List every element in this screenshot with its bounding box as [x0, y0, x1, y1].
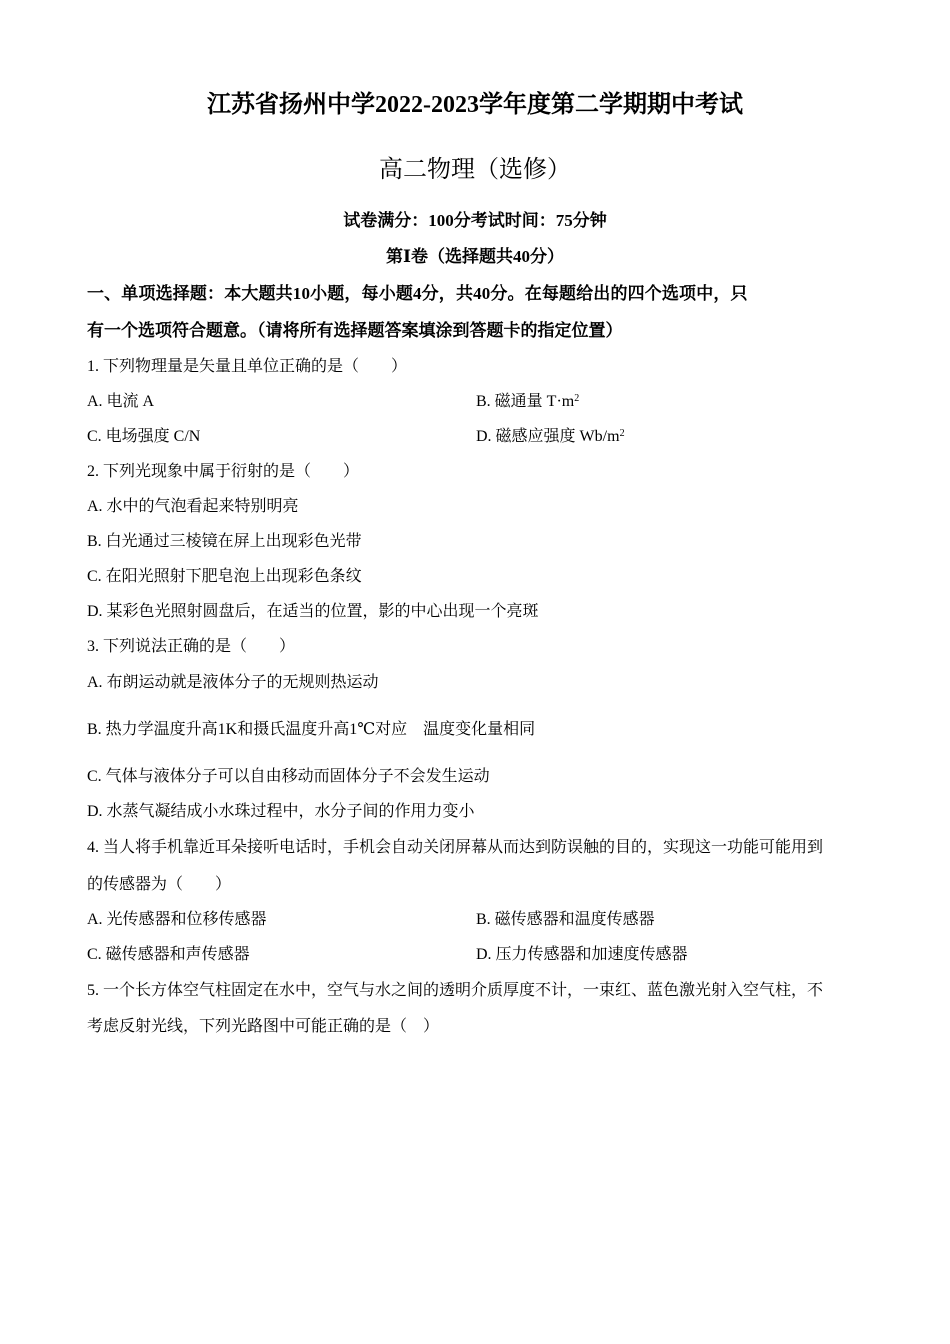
question-5-stem-line2: 考虑反射光线，下列光路图中可能正确的是（ ） [87, 1018, 440, 1035]
question-1-stem: 1. 下列物理量是矢量且单位正确的是（ ） [87, 358, 408, 375]
question-4-stem-line2: 的传感器为（ ） [87, 876, 232, 893]
question-1-option-d: D. 磁感应强度 $Wb/m^2$ [476, 428, 625, 445]
question-5-stem-line1: 5. 一个长方体空气柱固定在水中，空气与水之间的透明介质厚度不计，一束红、蓝色激光射入空气柱，不 [87, 982, 824, 999]
section-heading-line1: 一、单项选择题：本大题共10小题，每小题4分，共40分。在每题给出的四个选项中，只 [87, 284, 748, 303]
question-1-option-c: C. 电场强度 C/N [87, 428, 201, 445]
question-1-option-b: B. 磁通量 $T\cdot m^2$ [476, 393, 580, 410]
exam-subtitle: 高二物理（选修） [379, 157, 571, 183]
volume-heading: 第Ⅰ卷（选择题共40分） [386, 247, 564, 266]
question-3-option-b: B. 热力学温度升高1K和摄氏温度升高1℃对应 温度变化量相同 [87, 721, 536, 738]
question-2-stem: 2. 下列光现象中属于衍射的是（ ） [87, 463, 360, 480]
question-4-option-a: A. 光传感器和位移传感器 [87, 911, 267, 928]
question-1-option-a: A. 电流 A [87, 393, 155, 410]
exam-info: 试卷满分：100分考试时间：75分钟 [343, 211, 607, 230]
section-heading-line2: 有一个选项符合题意。（请将所有选择题答案填涂到答题卡的指定位置） [87, 321, 623, 340]
question-2-option-a: A. 水中的气泡看起来特别明亮 [87, 498, 299, 515]
question-4-option-b: B. 磁传感器和温度传感器 [476, 911, 655, 928]
question-3-option-d: D. 水蒸气凝结成小水珠过程中，水分子间的作用力变小 [87, 803, 475, 820]
question-4-stem-line1: 4. 当人将手机靠近耳朵接听电话时，手机会自动关闭屏幕从而达到防误触的目的，实现这一功能可能用到 [87, 839, 824, 856]
question-3-option-c: C. 气体与液体分子可以自由移动而固体分子不会发生运动 [87, 768, 490, 785]
exam-title: 江苏省扬州中学2022-2023学年度第二学期期中考试 [207, 92, 743, 118]
question-2-option-c: C. 在阳光照射下肥皂泡上出现彩色条纹 [87, 568, 362, 585]
question-3-stem: 3. 下列说法正确的是（ ） [87, 638, 296, 655]
question-3-option-a: A. 布朗运动就是液体分子的无规则热运动 [87, 674, 379, 691]
question-4-option-c: C. 磁传感器和声传感器 [87, 946, 250, 963]
question-4-option-d: D. 压力传感器和加速度传感器 [476, 946, 688, 963]
question-2-option-b: B. 白光通过三棱镜在屏上出现彩色光带 [87, 533, 362, 550]
question-2-option-d: D. 某彩色光照射圆盘后，在适当的位置，影的中心出现一个亮斑 [87, 603, 539, 620]
